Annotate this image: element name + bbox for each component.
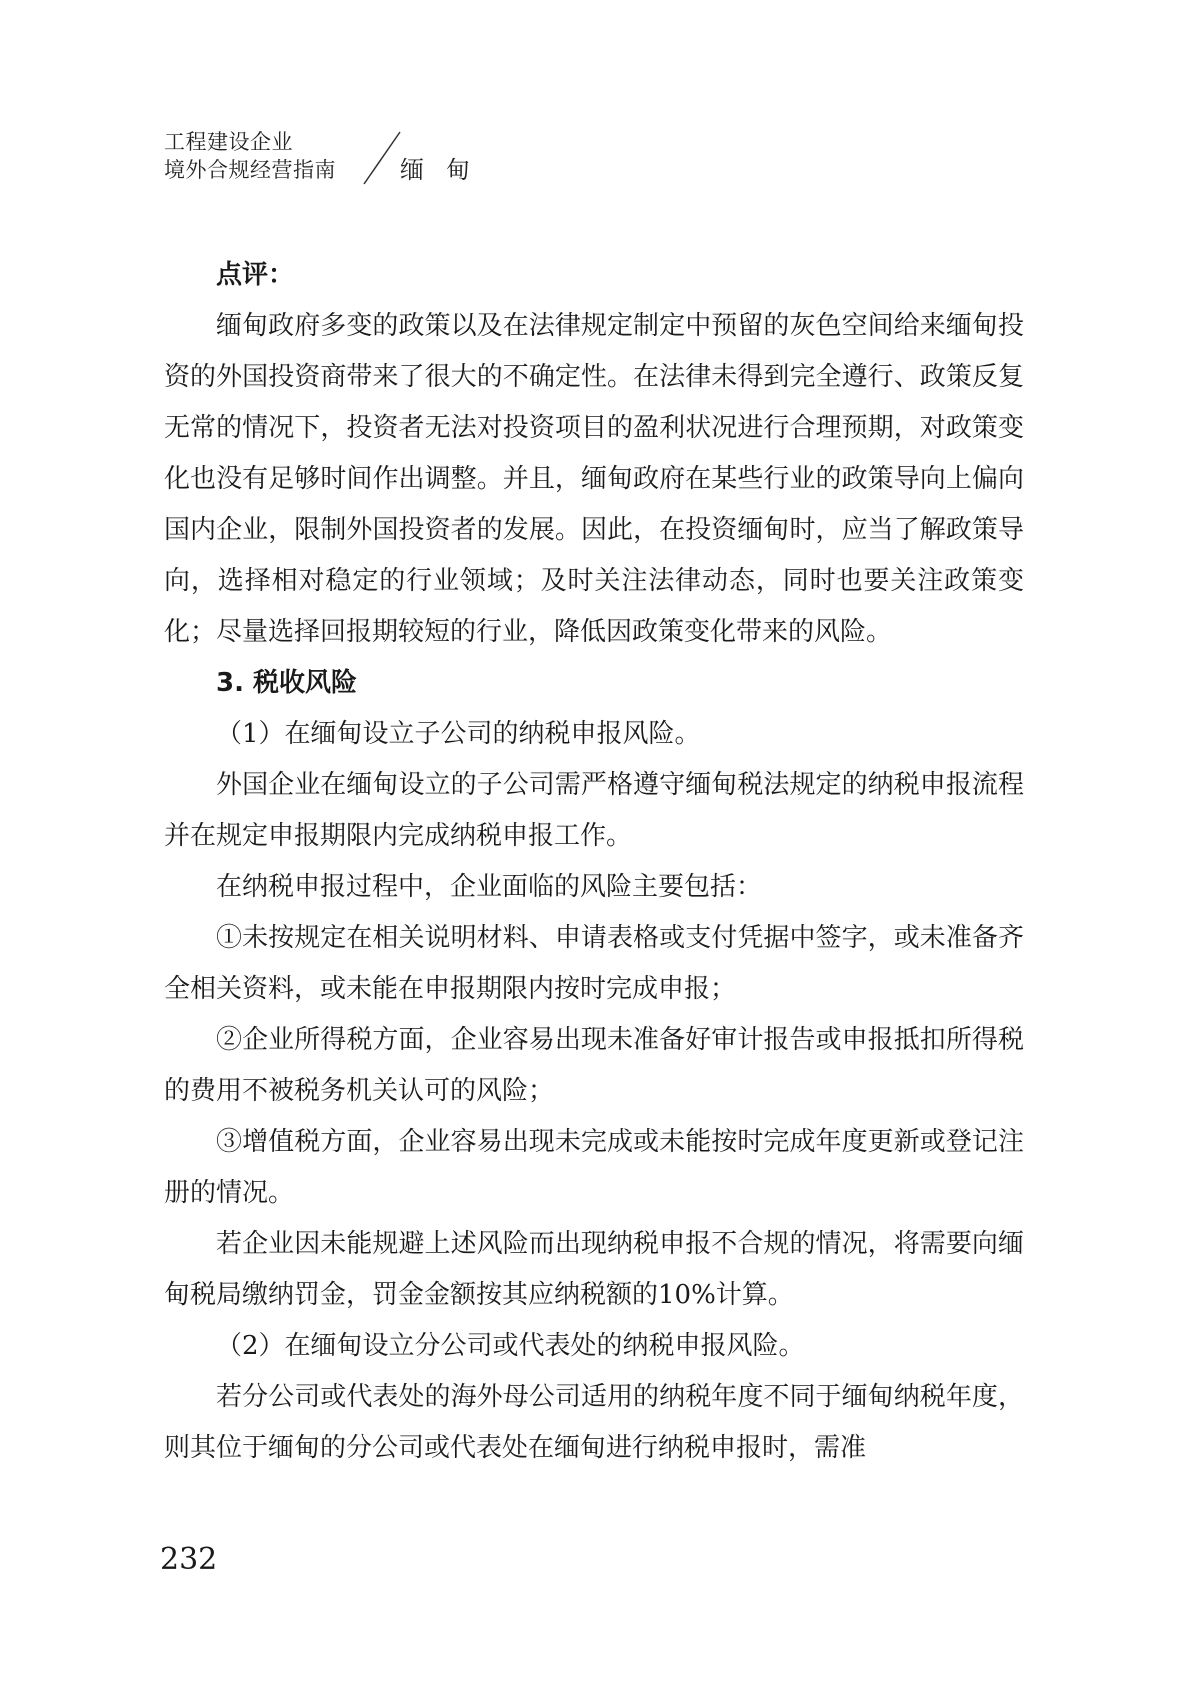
book-title-line-2: 境外合规经营指南 (164, 158, 336, 182)
body-paragraph: 若分公司或代表处的海外母公司适用的纳税年度不同于缅甸纳税年度，则其位于缅甸的分公司或代表处在缅甸进行纳税申报时，需准 (164, 1382, 1024, 1463)
page-number: 232 (160, 1542, 218, 1577)
subsection-heading-subsidiary: （1）在缅甸设立子公司的纳税申报风险。 (216, 719, 701, 749)
body-paragraph: 外国企业在缅甸设立的子公司需严格遵守缅甸税法规定的纳税申报流程并在规定申报期限内完成纳税申报工作。 (164, 770, 1024, 851)
subsection-heading-branch: （2）在缅甸设立分公司或代表处的纳税申报风险。 (216, 1331, 805, 1361)
page-body (164, 250, 1024, 1474)
running-header (164, 128, 564, 188)
header-divider-slash (356, 130, 406, 186)
risk-item-1: ①未按规定在相关说明材料、申请表格或支付凭据中签字，或未准备齐全相关资料，或未能在申报期限内按时完成申报； (164, 923, 1024, 1004)
body-paragraph: 在纳税申报过程中，企业面临的风险主要包括： (216, 872, 763, 902)
comment-heading: 点评： (216, 260, 295, 290)
body-paragraph: 若企业因未能规避上述风险而出现纳税申报不合规的情况，将需要向缅甸税局缴纳罚金，罚金金额按其应纳税额的10%计算。 (164, 1229, 1024, 1310)
book-title-line-1: 工程建设企业 (164, 130, 293, 154)
section-heading-tax-risk: 3. 税收风险 (216, 668, 358, 698)
chapter-title: 缅甸 (400, 156, 492, 184)
risk-item-2: ②企业所得税方面，企业容易出现未准备好审计报告或申报抵扣所得税的费用不被税务机关认可的风险； (164, 1025, 1024, 1106)
comment-paragraph: 缅甸政府多变的政策以及在法律规定制定中预留的灰色空间给来缅甸投资的外国投资商带来了很大的不确定性。在法律未得到完全遵行、政策反复无常的情况下，投资者无法对投资项目的盈利状况进行合理预期，对政策变化也没有足够时间作出调整。并且，缅甸政府在某些行业的政策导向上偏向国内企业，限制外国投资者的发展。因此，在投资缅甸时，应当了解政策导向，选择相对稳定的行业领域；及时关注法律动态，同时也要关注政策变化；尽量选择回报期较短的行业，降低因政策变化带来的风险。 (164, 311, 1024, 647)
risk-item-3: ③增值税方面，企业容易出现未完成或未能按时完成年度更新或登记注册的情况。 (164, 1127, 1024, 1208)
